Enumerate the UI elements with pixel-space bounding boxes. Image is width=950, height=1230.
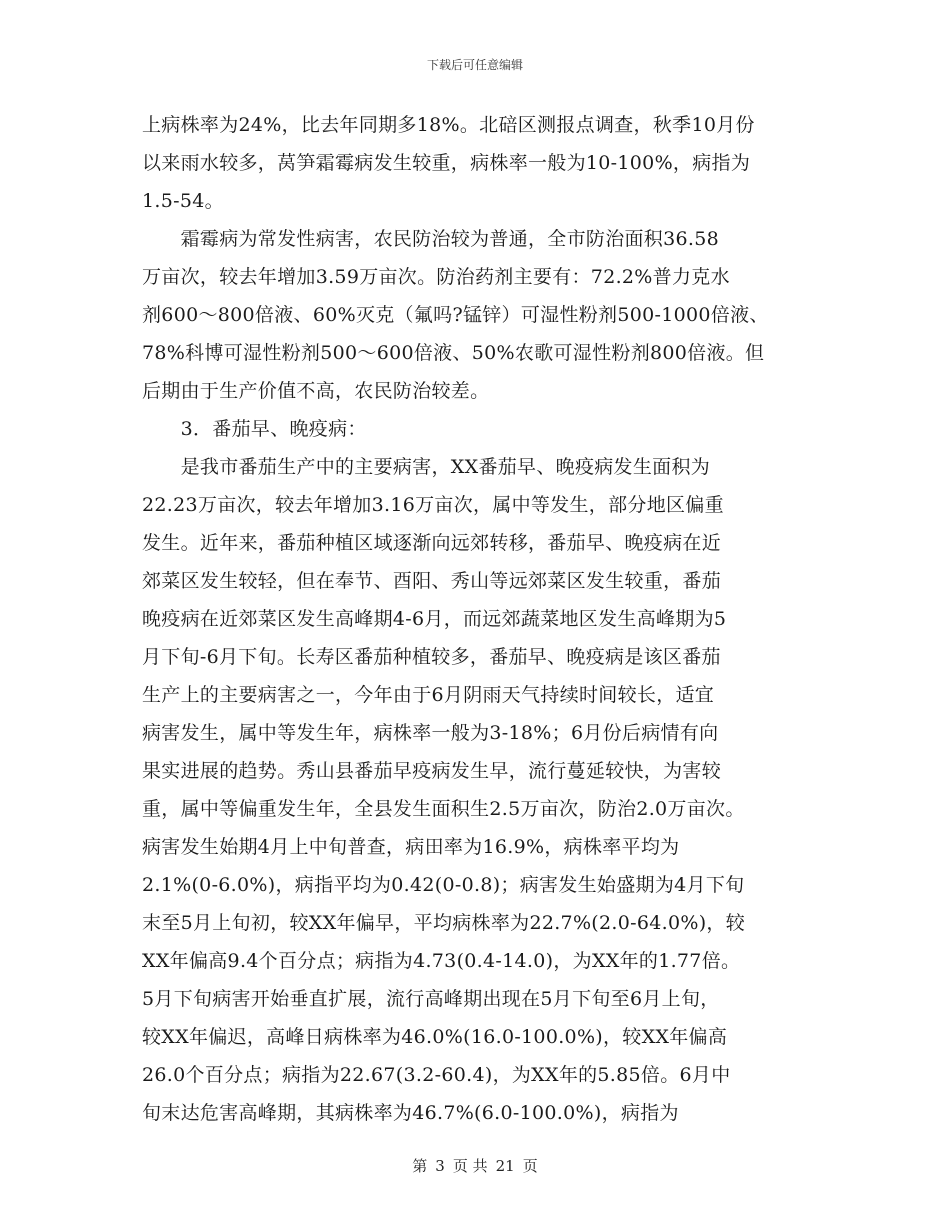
body-line: 22.23万亩次，较去年增加3.16万亩次，属中等发生，部分地区偏重 xyxy=(142,494,724,516)
body-line: 病害发生，属中等发生年，病株率一般为3-18%；6月份后病情有向 xyxy=(142,722,719,744)
body-line: 上病株率为24%，比去年同期多18%。北碚区测报点调查，秋季10月份 xyxy=(142,114,755,136)
body-line: 1.5-54。 xyxy=(142,190,224,212)
body-line: 是我市番茄生产中的主要病害，XX番茄早、晚疫病发生面积为 xyxy=(142,456,711,478)
page-footer xyxy=(0,1155,950,1176)
body-line: 2.1%(0-6.0%)，病指平均为0.42(0-0.8)；病害发生始盛期为4月下旬 xyxy=(142,874,745,896)
total-pages: 21 xyxy=(495,1157,515,1175)
body-line: 较XX年偏迟，高峰日病株率为46.0%(16.0-100.0%)，较XX年偏高 xyxy=(142,1026,728,1048)
body-line: 月下旬-6月下旬。长寿区番茄种植较多，番茄早、晚疫病是该区番茄 xyxy=(142,646,721,668)
body-line: 病害发生始期4月上中旬普查，病田率为16.9%，病株率平均为 xyxy=(142,836,680,858)
document-body xyxy=(142,106,842,1132)
body-line: 旬末达危害高峰期，其病株率为46.7%(6.0-100.0%)，病指为 xyxy=(142,1102,679,1124)
body-line: 后期由于生产价值不高，农民防治较差。 xyxy=(142,380,490,402)
body-line: 末至5月上旬初，较XX年偏早，平均病株率为22.7%(2.0-64.0%)，较 xyxy=(142,912,746,934)
page-number: 3 xyxy=(435,1157,445,1175)
body-line: 剂600～800倍液、60%灭克（氟吗?锰锌）可湿性粉剂500-1000倍液、 xyxy=(142,304,769,326)
body-line: 果实进展的趋势。秀山县番茄早疫病发生早，流行蔓延较快，为害较 xyxy=(142,760,722,782)
body-line: 发生。近年来，番茄种植区域逐渐向远郊转移，番茄早、晚疫病在近 xyxy=(142,532,722,554)
body-line: 郊菜区发生较轻，但在奉节、酉阳、秀山等远郊菜区发生较重，番茄 xyxy=(142,570,722,592)
body-line: 以来雨水较多，莴笋霜霉病发生较重，病株率一般为10-100%，病指为 xyxy=(142,152,751,174)
body-line: 万亩次，较去年增加3.59万亩次。防治药剂主要有：72.2%普力克水 xyxy=(142,266,730,288)
body-line: 生产上的主要病害之一，今年由于6月阴雨天气持续时间较长，适宜 xyxy=(142,684,715,706)
body-line: 26.0个百分点；病指为22.67(3.2-60.4)，为XX年的5.85倍。6月中 xyxy=(142,1064,731,1086)
page-header: 下载后可任意编辑 xyxy=(426,58,523,72)
footer-prefix: 第 xyxy=(412,1157,428,1175)
footer-middle: 页 共 xyxy=(452,1157,488,1175)
body-line: 5月下旬病害开始垂直扩展，流行高峰期出现在5月下旬至6月上旬， xyxy=(142,988,720,1010)
body-line: 78%科博可湿性粉剂500～600倍液、50%农歌可湿性粉剂800倍液。但 xyxy=(142,342,765,364)
body-line: 重，属中等偏重发生年，全县发生面积生2.5万亩次，防治2.0万亩次。 xyxy=(142,798,745,820)
body-line: 晚疫病在近郊菜区发生高峰期4-6月，而远郊蔬菜地区发生高峰期为5 xyxy=(142,608,727,630)
body-line: XX年偏高9.4个百分点；病指为4.73(0.4-14.0)，为XX年的1.77倍。 xyxy=(142,950,741,972)
section-heading: 3．番茄早、晚疫病： xyxy=(142,418,367,440)
footer-suffix: 页 xyxy=(522,1157,538,1175)
body-line: 霜霉病为常发性病害，农民防治较为普通，全市防治面积36.58 xyxy=(142,228,719,250)
